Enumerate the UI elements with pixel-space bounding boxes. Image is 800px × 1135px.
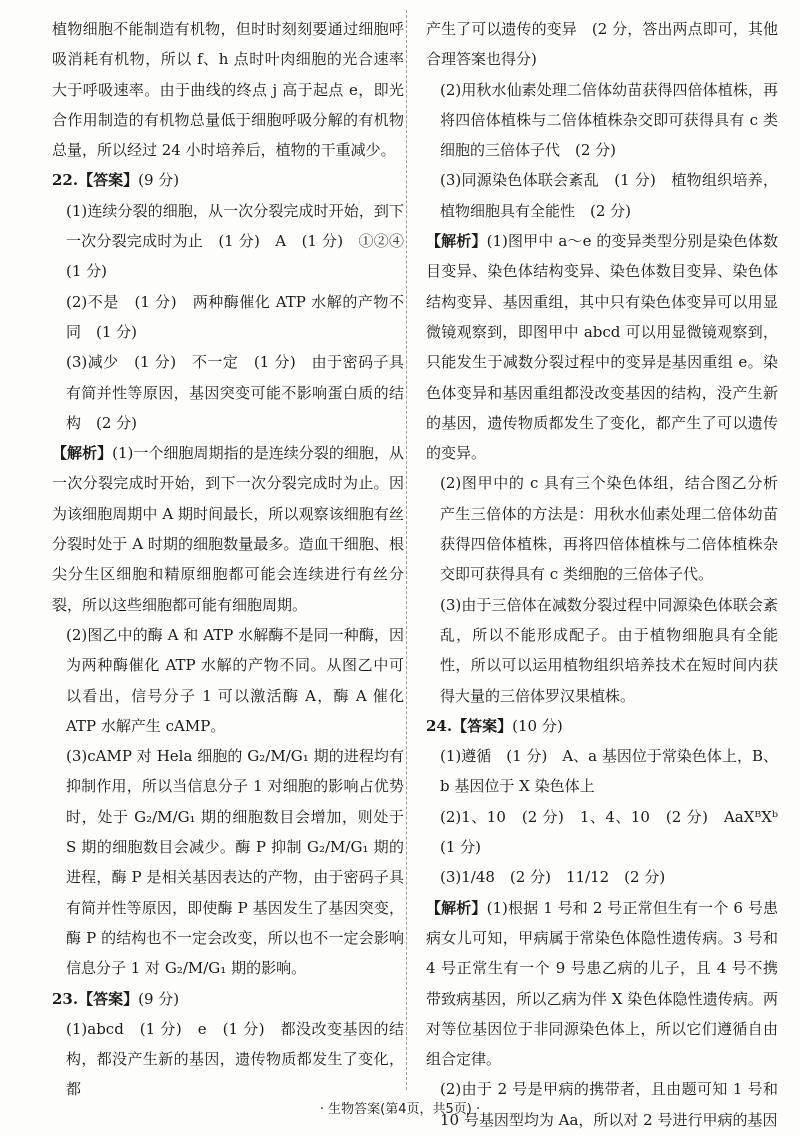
analysis-tag: 【解析】 [426, 898, 487, 917]
analysis-tag: 【解析】 [426, 232, 487, 251]
analysis-tag: 【解析】 [52, 444, 113, 463]
q24-answer-2: (2)1、10 (2 分) 1、4、10 (2 分) AaXᴮXᵇ (1 分) [440, 807, 794, 857]
answer-tag: 【答案】 [78, 989, 139, 1008]
answer-tag: 【答案】 [452, 716, 513, 735]
question-number: 24. [426, 716, 453, 735]
analysis-text: (1)图甲中 a～e 的变异类型分别是染色体数目变异、染色体结构变异、染色体数目变异、染色体结构变异、基因重组，其中只有染色体变异可以用显微镜观察到，即图甲中 abcd 可以用显微镜观察到，只能发生于减数分裂过程中的变异是基因重组 e。染色体变异和基因重组都没改变基因的结构，没产生新的基因，遗传物质都发生了变化，都产生了可以遗传的变异。 [426, 232, 778, 463]
right-column [426, 14, 794, 1135]
analysis-text: (1)一个细胞周期指的是连续分裂的细胞，从一次分裂完成时开始，到下一次分裂完成时为止。因为该细胞周期中 A 期时间最长，所以观察该细胞有丝分裂时处于 A 时期的细胞数量最多。造血干细胞、根尖分生区细胞和精原细胞都可能会连续进行有丝分裂，所以这些细胞都可能有细胞周期。 [52, 444, 404, 614]
score: (10 分) [512, 716, 563, 735]
q23-answer-2: (2)用秋水仙素处理二倍体幼苗获得四倍体植株，再将四倍体植株与二倍体植株杂交即可获得具有 c 类细胞的三倍体子代 (2 分) [440, 80, 778, 160]
question-23-heading [52, 984, 404, 1014]
q22-answer-2: (2)不是 (1 分) 两种酶催化 ATP 水解的产物不同 (1 分) [66, 292, 404, 341]
continued-paragraph: 植物细胞不能制造有机物，但时时刻刻要通过细胞呼吸消耗有机物，所以 f、h 点时叶肉细胞的光合速率大于呼吸速率。由于曲线的终点 j 高于起点 e，即光合作用制造的有机物总量低于细胞呼吸分解的有机物总量，所以经过 24 小时培养后，植物的干重减少。 [52, 20, 404, 160]
q23-analysis-3: (3)由于三倍体在减数分裂过程中同源染色体联会紊乱，所以不能形成配子。由于植物细胞具有全能性，所以可以运用植物组织培养技术在短时间内获得大量的三倍体罗汉果植株。 [440, 595, 778, 705]
continued-answer: 产生了可以遗传的变异 (2 分，答出两点即可，其他合理答案也得分) [426, 20, 778, 69]
score: (9 分) [138, 171, 180, 190]
q24-analysis-2: (2)由于 2 号是甲病的携带者，且由题可知 1 号和 10 号基因型均为 Aa，所以对 2 号进行甲病的基因 [440, 1080, 778, 1129]
q22-analysis-1 [52, 438, 404, 620]
q23-answer-3: (3)同源染色体联会紊乱 (1 分) 植物组织培养，植物细胞具有全能性 (2 分) [440, 171, 778, 220]
q22-answer-1: (1)连续分裂的细胞，从一次分裂完成时开始，到下一次分裂完成时为止 (1 分) A (1 分) ①②④ (1 分) [66, 201, 420, 281]
q23-analysis-2: (2)图甲中的 c 具有三个染色体组，结合图乙分析产生三倍体的方法是：用秋水仙素处理二倍体幼苗获得四倍体植株，再将四倍体植株与二倍体植株杂交即可获得具有 c 类细胞的三倍体子代。 [440, 474, 778, 584]
question-22-heading [52, 165, 404, 195]
question-number: 23. [52, 989, 79, 1008]
page-footer: · 生物答案(第4页，共5页) · [319, 1102, 481, 1117]
q24-analysis-1 [426, 893, 778, 1075]
answer-tag: 【答案】 [78, 171, 139, 190]
question-number: 22. [52, 171, 79, 190]
q22-analysis-2: (2)图乙中的酶 A 和 ATP 水解酶不是同一种酶，因为两种酶催化 ATP 水解的产物不同。从图乙中可以看出，信号分子 1 可以激活酶 A，酶 A 催化 ATP 水解产生 cAMP。 [66, 625, 404, 735]
q24-answer-3: (3)1/48 (2 分) 11/12 (2 分) [440, 868, 666, 887]
q22-answer-3: (3)减少 (1 分) 不一定 (1 分) 由于密码子具有简并性等原因，基因突变可能不影响蛋白质的结构 (2 分) [66, 353, 404, 432]
left-column [52, 14, 420, 1105]
q24-answer-1: (1)遵循 (1 分) A、a 基因位于常染色体上，B、b 基因位于 X 染色体上 [440, 747, 778, 796]
q23-answer-1: (1)abcd (1 分) e (1 分) 都没改变基因的结构，都没产生新的基因，遗传物质都发生了变化，都 [66, 1019, 404, 1099]
analysis-text: (1)根据 1 号和 2 号正常但生有一个 6 号患病女儿可知，甲病属于常染色体隐性遗传病。3 号和 4 号正常生有一个 9 号患乙病的儿子，且 4 号不携带致病基因，所以乙病为伴 X 染色体隐性遗传病。两对等位基因位于非同源染色体上，所以它们遵循自由组合定律。 [426, 898, 778, 1069]
q23-analysis-1 [426, 226, 778, 468]
q22-analysis-3: (3)cAMP 对 Hela 细胞的 G₂/M/G₁ 期的进程均有抑制作用，所以当信息分子 1 对细胞的影响占优势时，处于 G₂/M/G₁ 期的细胞数目会增加，则处于 S 期的细胞数目会减少。酶 P 抑制 G₂/M/G₁ 期的进程，酶 P 是相关基因表达的产物，由于密码子具有简并性等原因，即使酶 P 基因发生了基因突变，酶 P 的结构也不一定会改变，所以也不一定会影响信息分子 1 对 G₂/M/G₁ 期的影响。 [66, 747, 404, 978]
question-24-heading [426, 711, 778, 741]
column-divider [406, 10, 407, 1090]
score: (9 分) [138, 989, 180, 1008]
